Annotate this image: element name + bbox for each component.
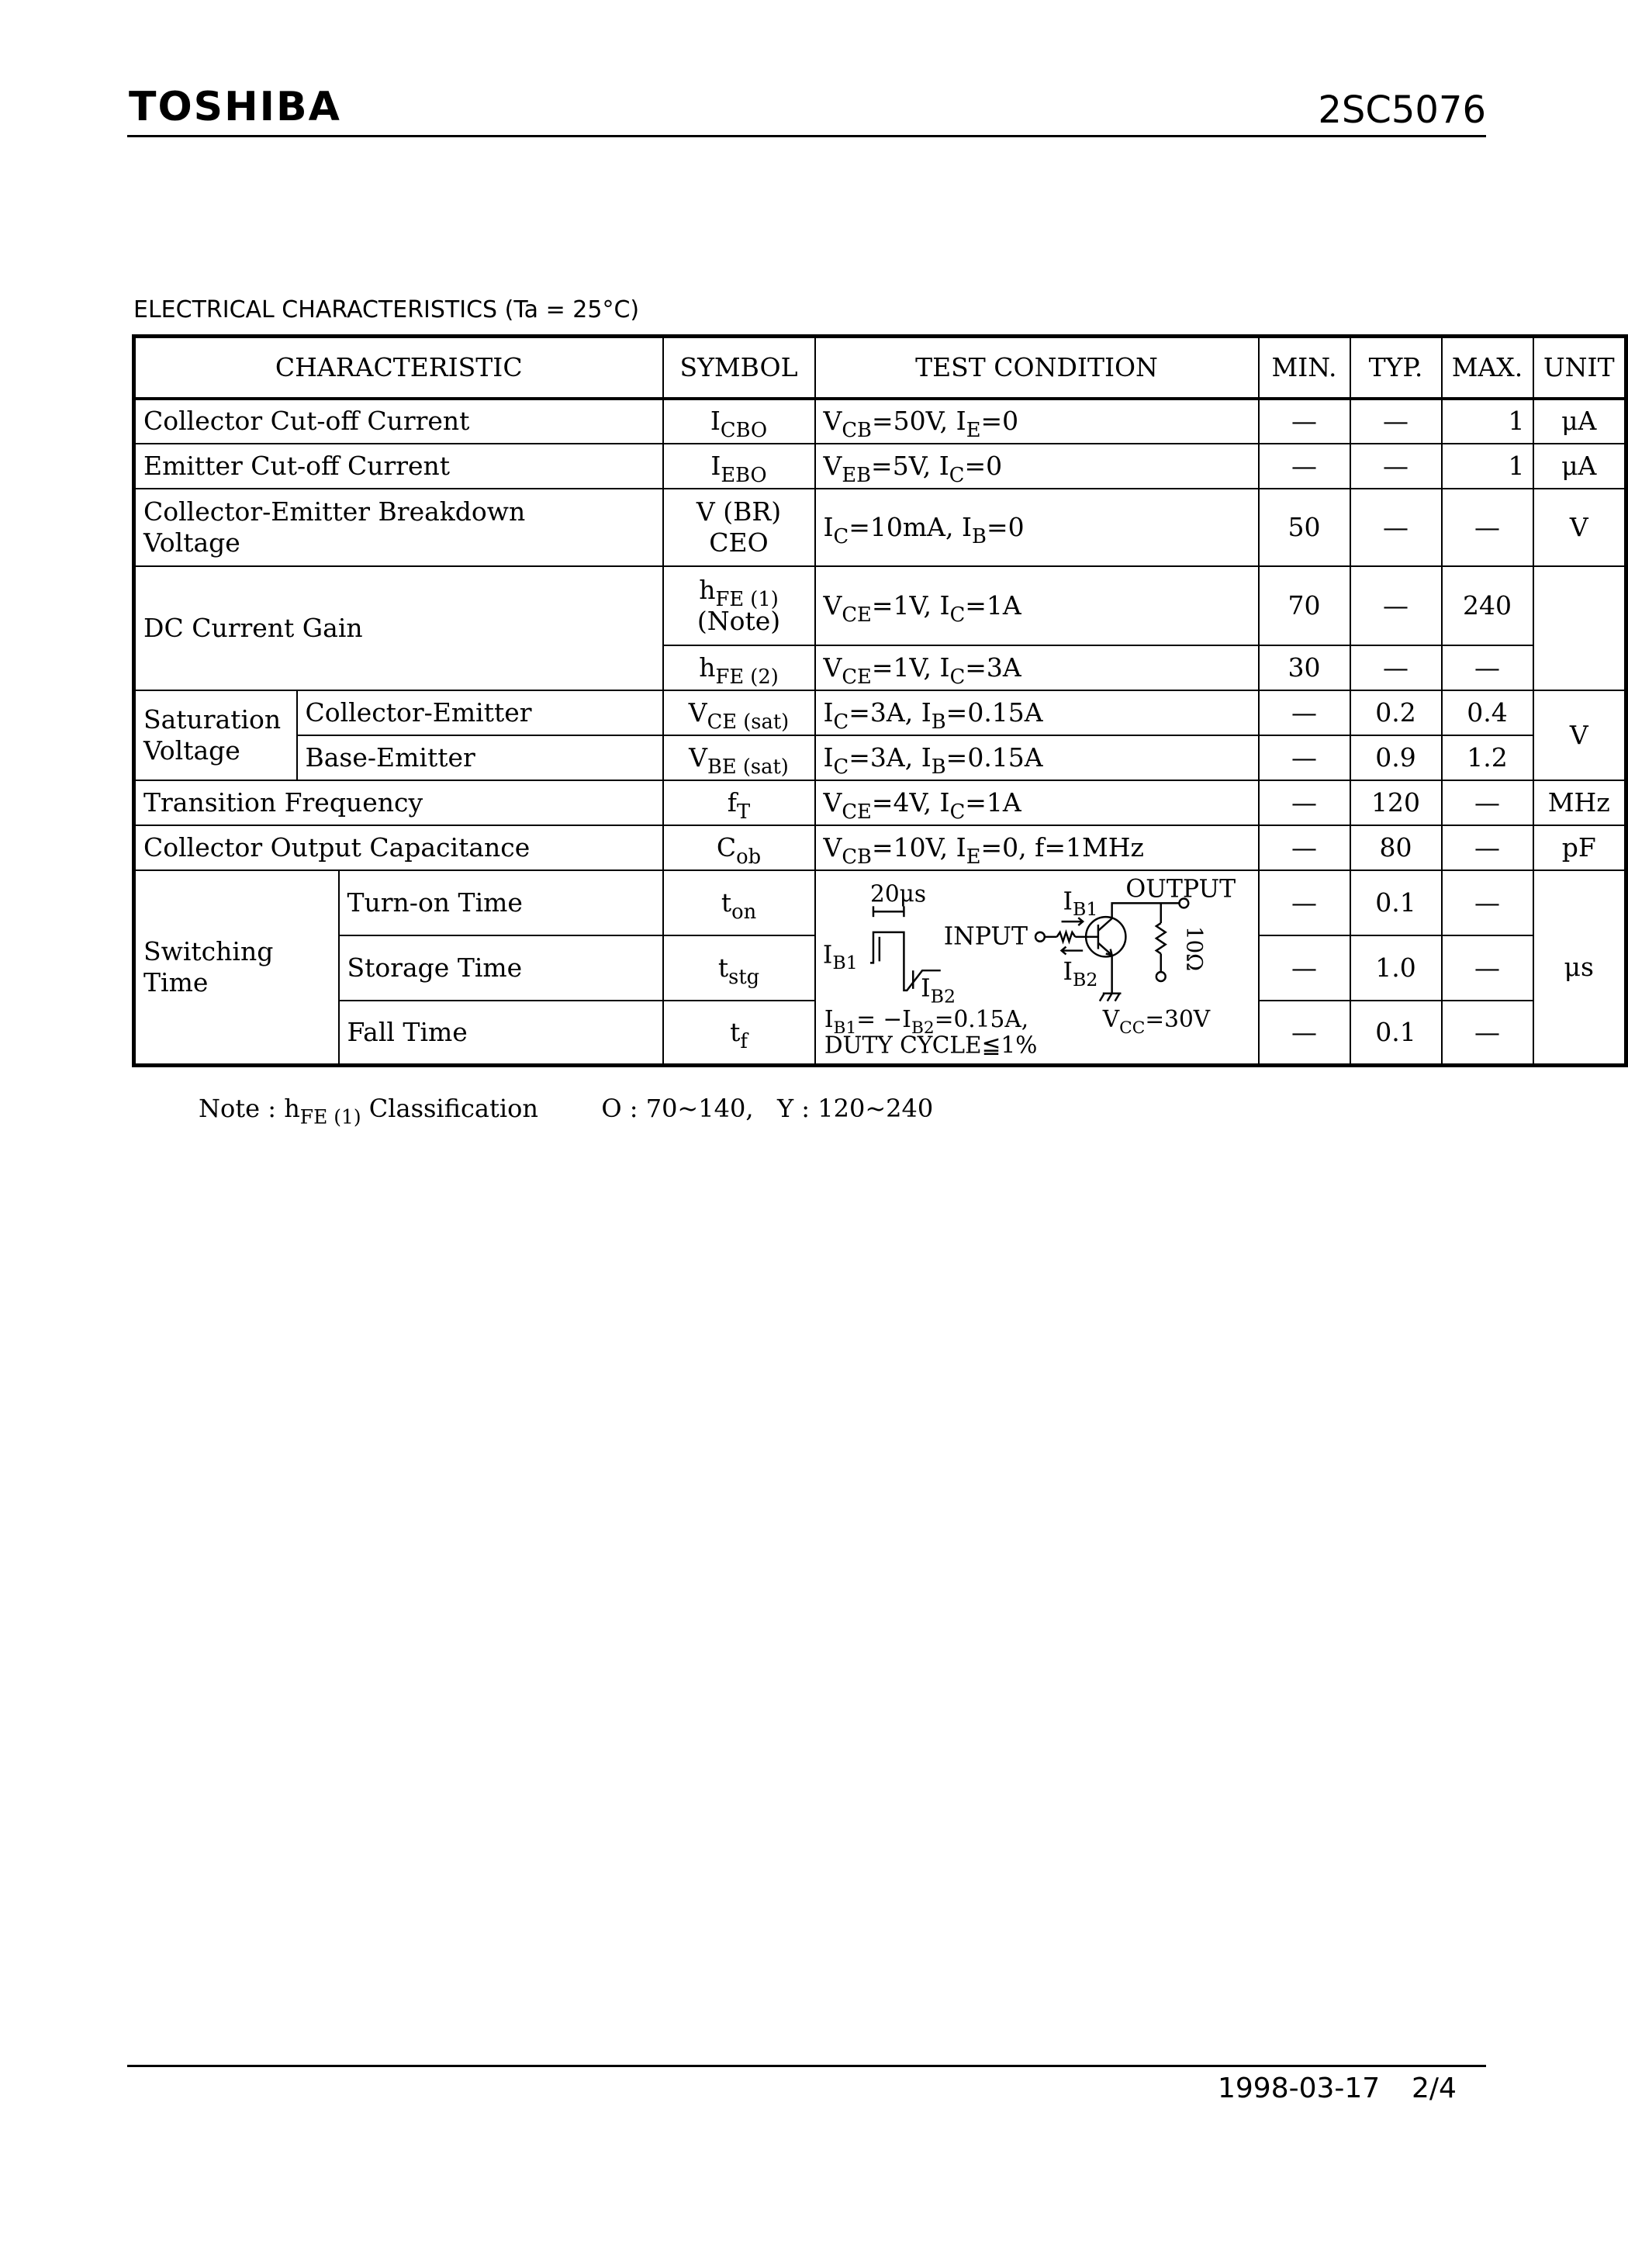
min-cell: — [1259,1001,1350,1066]
table-header-row [134,337,1626,399]
vcc-label: $V_{CC}=30V$ [1102,1005,1210,1038]
table-row [134,780,1626,825]
typ-cell: — [1350,566,1442,645]
load-resistor [1156,923,1165,953]
test-condition-cell: $V_{EB}=5V$, $I_C=0$ [815,444,1259,489]
symbol-cell: $t_f$ [663,1001,815,1066]
min-cell: — [1259,690,1350,735]
ib1-label: $I_{B1}$ [1063,887,1097,920]
table-row [134,566,1626,645]
switching-condition-line-1: $I_{B1}= -I_{B2}=0.15A$, [824,1005,1028,1038]
unit-cell: μs [1533,870,1626,1066]
max-cell: 1 [1442,444,1533,489]
symbol-cell: $I_{CBO}$ [663,399,815,444]
characteristic-cell: Base-Emitter [297,735,663,780]
characteristic-group-cell: Switching Time [134,870,339,1066]
symbol-cell: $C_{ob}$ [663,825,815,870]
symbol-cell: $h_{FE (2)}$ [663,645,815,690]
output-label: OUTPUT [1125,875,1236,904]
table-row [134,870,1626,935]
max-cell: — [1442,935,1533,1001]
footer-rule [127,2065,1486,2067]
ground-symbol [1099,993,1104,1001]
col-header: SYMBOL [663,337,815,399]
characteristic-cell: Fall Time [339,1001,663,1066]
characteristic-cell: Turn-on Time [339,870,663,935]
ib1-waveform-label: $I_{B1}$ [822,940,858,973]
test-condition-cell: $V_{CB}=10V$, $I_E=0$, f=1MHz [815,825,1259,870]
typ-cell: — [1350,489,1442,566]
characteristic-cell: Storage Time [339,935,663,1001]
characteristic-cell: DC Current Gain [134,566,663,690]
test-condition-cell: $I_C=10mA$, $I_B=0$ [815,489,1259,566]
col-header: TYP. [1350,337,1442,399]
max-cell: — [1442,780,1533,825]
unit-cell [1533,566,1626,690]
brand-logo: TOSHIBA [129,84,341,130]
unit-cell: V [1533,489,1626,566]
electrical-characteristics-table [132,334,1628,1067]
min-cell: — [1259,825,1350,870]
symbol-cell: $h_{FE (1)}$ (Note) [663,566,815,645]
table-row [134,399,1626,444]
ib2-label: $I_{B2}$ [1063,957,1097,991]
footer-date: 1998-03-17 [1218,2073,1381,2104]
max-cell: — [1442,825,1533,870]
switching-test-circuit-cell [815,870,1259,1066]
typ-cell: — [1350,399,1442,444]
typ-cell: — [1350,444,1442,489]
test-condition-cell: $V_{CB}=50V$, $I_E=0$ [815,399,1259,444]
transistor-emitter [1097,942,1111,955]
min-cell: — [1259,870,1350,935]
unit-cell: V [1533,690,1626,780]
typ-cell: — [1350,645,1442,690]
header-rule [127,135,1486,137]
switching-test-circuit [816,871,1258,1064]
max-cell: — [1442,645,1533,690]
characteristic-cell: Collector Cut-off Current [134,399,663,444]
max-cell: 240 [1442,566,1533,645]
symbol-cell: $t_{on}$ [663,870,815,935]
ib2-waveform-label: $I_{B2}$ [920,974,956,1008]
typ-cell: 0.1 [1350,1001,1442,1066]
characteristic-cell: Collector-Emitter [297,690,663,735]
part-number: 2SC5076 [1318,88,1486,132]
min-cell: 70 [1259,566,1350,645]
input-label: INPUT [943,922,1028,951]
ground-symbol [1115,993,1119,1001]
section-title: ELECTRICAL CHARACTERISTICS (Ta = 25°C) [133,296,640,323]
table-row [134,444,1626,489]
typ-cell: 80 [1350,825,1442,870]
max-cell: — [1442,1001,1533,1066]
vcc-terminal [1156,972,1165,981]
symbol-cell: $V_{BE (sat)}$ [663,735,815,780]
unit-cell: μA [1533,444,1626,489]
load-resistor-label: 10Ω [1180,925,1207,971]
max-cell: 1.2 [1442,735,1533,780]
max-cell: 0.4 [1442,690,1533,735]
min-cell: — [1259,735,1350,780]
footer-page-number: 2/4 [1412,2073,1457,2104]
symbol-cell: V (BR) CEO [663,489,815,566]
characteristic-cell: Transition Frequency [134,780,663,825]
symbol-cell: $I_{EBO}$ [663,444,815,489]
typ-cell: 0.1 [1350,870,1442,935]
test-condition-cell: $V_{CE}=1V$, $I_C=3A$ [815,645,1259,690]
unit-cell: μA [1533,399,1626,444]
pulse-width-label: 20μs [869,880,926,907]
collector-wire [1111,903,1179,918]
table-row [134,489,1626,566]
symbol-cell: $f_T$ [663,780,815,825]
characteristic-cell: Emitter Cut-off Current [134,444,663,489]
min-cell: — [1259,780,1350,825]
typ-cell: 1.0 [1350,935,1442,1001]
symbol-cell: $t_{stg}$ [663,935,815,1001]
col-header: MAX. [1442,337,1533,399]
typ-cell: 0.9 [1350,735,1442,780]
table-row [134,735,1626,780]
unit-cell: MHz [1533,780,1626,825]
test-condition-cell: $V_{CE}=1V$, $I_C=1A$ [815,566,1259,645]
transistor-collector [1097,918,1111,931]
test-condition-cell: $V_{CE}=4V$, $I_C=1A$ [815,780,1259,825]
test-condition-cell: $I_C=3A$, $I_B=0.15A$ [815,735,1259,780]
max-cell: — [1442,870,1533,935]
min-cell: — [1259,935,1350,1001]
switching-condition-line-2: DUTY CYCLE≦1% [824,1032,1037,1059]
col-header: UNIT [1533,337,1626,399]
min-cell: — [1259,399,1350,444]
typ-cell: 0.2 [1350,690,1442,735]
input-terminal [1035,932,1045,941]
symbol-cell: $V_{CE (sat)}$ [663,690,815,735]
col-header: CHARACTERISTIC [134,337,663,399]
unit-cell: pF [1533,825,1626,870]
characteristic-cell: Collector-Emitter Breakdown Voltage [134,489,663,566]
max-cell: 1 [1442,399,1533,444]
characteristic-cell: Collector Output Capacitance [134,825,663,870]
min-cell: — [1259,444,1350,489]
table-row [134,690,1626,735]
classification-note: Note : $h_{FE (1)}$ Classification O : 70~140, Y : 120~240 [199,1094,934,1129]
test-condition-cell: $I_C=3A$, $I_B=0.15A$ [815,690,1259,735]
col-header: MIN. [1259,337,1350,399]
col-header: TEST CONDITION [815,337,1259,399]
ground-symbol [1107,993,1111,1001]
characteristic-group-cell: Saturation Voltage [134,690,297,780]
base-resistor [1056,932,1075,941]
min-cell: 50 [1259,489,1350,566]
table-row [134,825,1626,870]
typ-cell: 120 [1350,780,1442,825]
min-cell: 30 [1259,645,1350,690]
max-cell: — [1442,489,1533,566]
